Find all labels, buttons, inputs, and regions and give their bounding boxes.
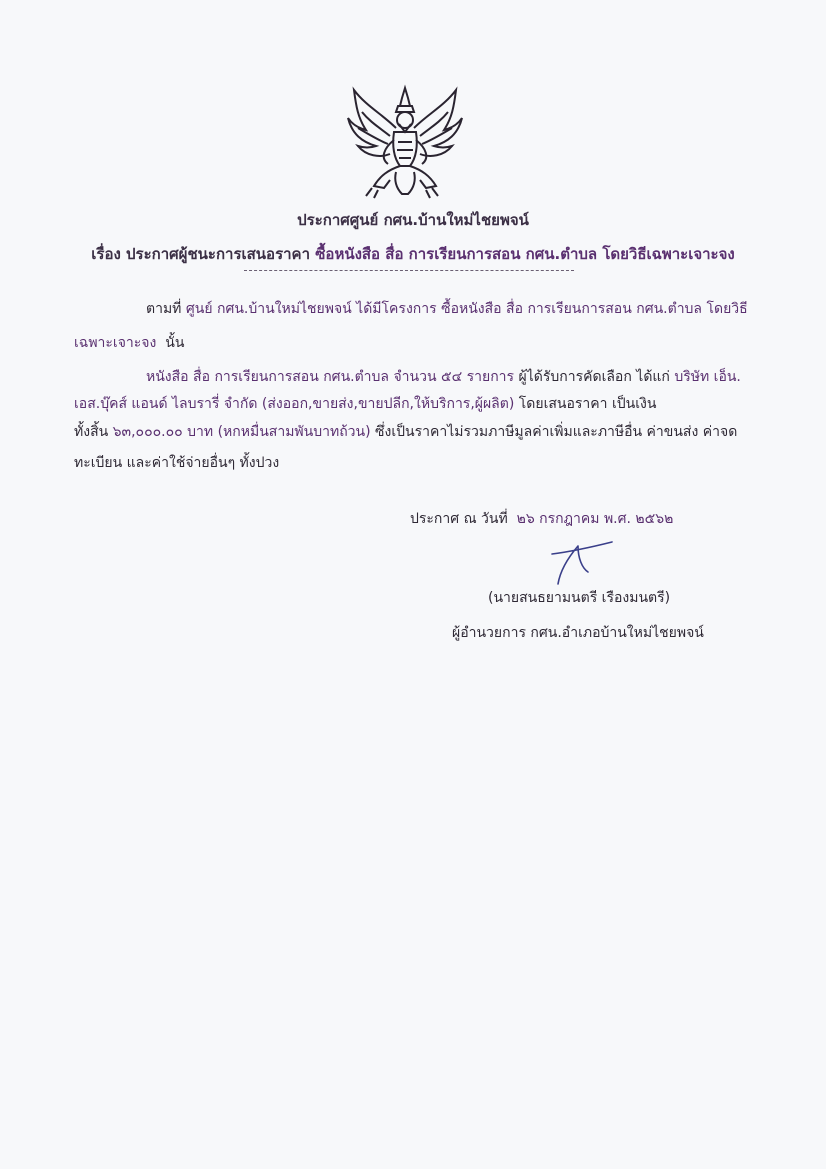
p2-text-c: บริษัท เอ็น. [674,369,741,385]
subject-prefix: เรื่อง ประกาศผู้ชนะการเสนอราคา [91,245,311,263]
p1-text-d: เฉพาะเจาะจง [74,335,157,351]
announce-prefix: ประกาศ ณ วันที่ [410,511,508,527]
title-divider [244,270,574,271]
announce-date: ๒๖ กรกฎาคม พ.ศ. ๒๕๖๒ [516,511,674,527]
p1-text-e: นั้น [165,335,185,351]
p2-text-i: ทะเบียน และค่าใช้จ่ายอื่นๆ ทั้งปวง [74,455,280,471]
p2-text-b: ผู้ได้รับการคัดเลือก ได้แก่ [518,369,670,385]
p2-text-h: ซึ่งเป็นราคาไม่รวมภาษีมูลค่าเพิ่มและภาษีอื่น ค่าขนส่ง ค่าจด [375,424,738,440]
p2-text-g: ๖๓,๐๐๐.๐๐ บาท (หกหมื่นสามพันบาทถ้วน) [112,424,371,440]
p1-text-a: ตามที่ [146,301,182,317]
signer-position: ผู้อำนวยการ กศน.อำเภอบ้านใหม่ไชยพจน์ [452,625,704,641]
p2-text-f: ทั้งสิ้น [74,424,109,440]
garuda-emblem [344,84,466,202]
signature [548,538,618,588]
announce-date-line [410,508,673,530]
subject-main: ซื้อหนังสือ สื่อ การเรียนการสอน กศน.ตำบล โดยวิธีเฉพาะเจาะจง [315,245,735,263]
p2-text-e: โดยเสนอราคา เป็นเงิน [518,396,657,412]
document-title: ประกาศศูนย์ กศน.บ้านใหม่ไชยพจน์ [297,211,529,229]
paragraph-1-line-2 [74,332,184,354]
document-subject [0,242,826,266]
paragraph-1-line-1 [146,298,748,320]
signer-name: (นายสนธยามนตรี เรืองมนตรี) [488,590,671,606]
paragraph-2-line-3 [74,421,737,443]
p2-text-d: เอส.บุ๊คส์ แอนด์ ไลบรารี่ จำกัด (ส่งออก,ขายส่ง,ขายปลีก,ให้บริการ,ผู้ผลิต) [74,396,515,412]
p2-text-a: หนังสือ สื่อ การเรียนการสอน กศน.ตำบล จำนวน ๕๔ รายการ [146,369,515,385]
p1-text-c: ซื้อหนังสือ สื่อ การเรียนการสอน กศน.ตำบล โดยวิธี [441,301,748,317]
p1-text-b: ศูนย์ กศน.บ้านใหม่ไชยพจน์ ได้มีโครงการ [185,301,437,317]
paragraph-2-line-4 [74,452,279,474]
paragraph-2-line-2 [74,393,656,415]
paragraph-2-line-1 [146,366,741,388]
